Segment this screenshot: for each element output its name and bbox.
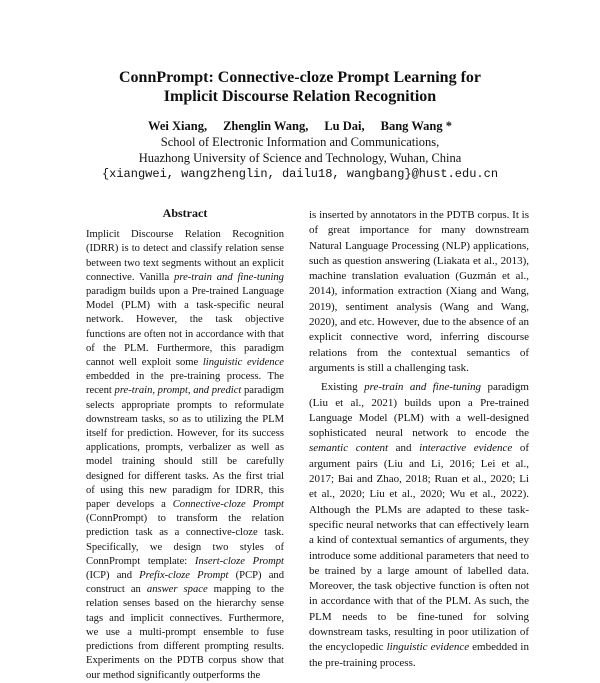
intro-paragraph-2: Existing pre-train and fine-tuning paradigm (Liu et al., 2021) builds upon a Pre-trained Language Model (PLM) with a well-designed sophisticated neural network to encode the semantic content and interactive evidence of argument pairs (Liu and Li, 2016; Lei et al., 2017; Bai and Zhao, 2018; Ruan et al., 2020; Li et al., 2020; Liu et al., 2020; Wu et al., 2022). Although the PLMs are adapted to these task-specific neural networks that can effectively learn a kind of contextual semantics of arguments, they introduce some additional parameters that need to be trained by a large amount of labelled data. Moreover, the task objective function is often not in accordance with that of the PLM. As such, the PLM needs to be fine-tuned for solving downstream tasks, resulting in poor utilization of the encyclopedic linguistic evidence embedded in the pre-training process. xyxy=(309,381,529,669)
paper-title xyxy=(0,68,600,106)
emphasis-text: semantic content xyxy=(309,442,389,455)
emphasis-text: linguistic evidence xyxy=(202,357,284,369)
intro-paragraph-1: is inserted by annotators in the PDTB corpus. It is of great importance for many downstream Natural Language Processing (NLP) applications, such as question answering (Liakata et al., 2013), machine translation evaluation (Guzmán et al., 2014), information extraction (Xiang and Wang, 2019), sentiment analysis (Wang and Wang, 2020), and etc. However, due to the absence of an explicit connective word, inferring discourse relations from the contextual semantics of arguments is still a challenging task. xyxy=(309,209,529,374)
emphasis-text: interactive evidence xyxy=(419,442,513,455)
emphasis-text: Prefix-cloze Prompt xyxy=(139,570,229,582)
emphasis-text: Insert-cloze Prompt xyxy=(194,555,284,567)
emphasis-text: pre-train, prompt, and predict xyxy=(114,385,242,397)
emphasis-text: pre-train and fine-tuning xyxy=(174,271,284,283)
author-1: Wei Xiang, xyxy=(148,119,208,133)
affiliation-line-1: School of Electronic Information and Communications, xyxy=(160,135,440,149)
emphasis-text: Connective-cloze Prompt xyxy=(172,499,284,511)
emphasis-text: answer space xyxy=(146,584,208,596)
affiliation-line-2: Huazhong University of Science and Technology, Wuhan, China xyxy=(138,151,462,165)
emphasis-text: pre-train and fine-tuning xyxy=(364,381,482,394)
abstract-heading: Abstract xyxy=(162,206,208,220)
author-email: {xiangwei, wangzhenglin, dailu18, wangbang}@hust.edu.cn xyxy=(101,167,499,181)
right-column xyxy=(309,208,529,671)
author-names xyxy=(0,118,600,134)
author-3: Lu Dai, xyxy=(324,119,365,133)
author-block xyxy=(0,118,600,182)
abstract-text: Implicit Discourse Relation Recognition (IDRR) is to detect and classify relation sense between two text segments without an explicit connective. Vanilla pre-train and fine-tuning paradigm builds upon a Pre-trained Language Model (PLM) with a task-specific neural network. However, the task objective functions are often not in accordance with that of the PLM. Furthermore, this paradigm cannot well exploit some linguistic evidence embedded in the pre-training process. The recent pre-train, prompt, and predict paradigm selects appropriate prompts to reformulate downstream tasks, so as to utilizing the PLM itself for prediction. However, for its success applications, prompts, verbalizer as well as model training should still be carefully designed for different tasks. As the first trial of using this new paradigm for IDRR, this paper develops a Connective-cloze Prompt (ConnPrompt) to transform the relation prediction task as a connective-cloze task. Specifically, we design two styles of ConnPrompt template: Insert-cloze Prompt (ICP) and Prefix-cloze Prompt (PCP) and construct an answer space mapping to the relation senses based on the hierarchy sense tags and implicit connectives. Furthermore, we use a multi-prompt ensemble to fuse predictions from different prompting results. Experiments on the PDTB corpus show that our method significantly outperforms the xyxy=(86,229,285,681)
emphasis-text: linguistic evidence xyxy=(386,641,470,654)
author-4: Bang Wang * xyxy=(380,119,452,133)
title-line-1: ConnPrompt: Connective-cloze Prompt Learning for xyxy=(118,69,481,86)
title-line-2: Implicit Discourse Relation Recognition xyxy=(163,88,437,105)
author-2: Zhenglin Wang, xyxy=(223,119,309,133)
left-column xyxy=(86,206,284,683)
